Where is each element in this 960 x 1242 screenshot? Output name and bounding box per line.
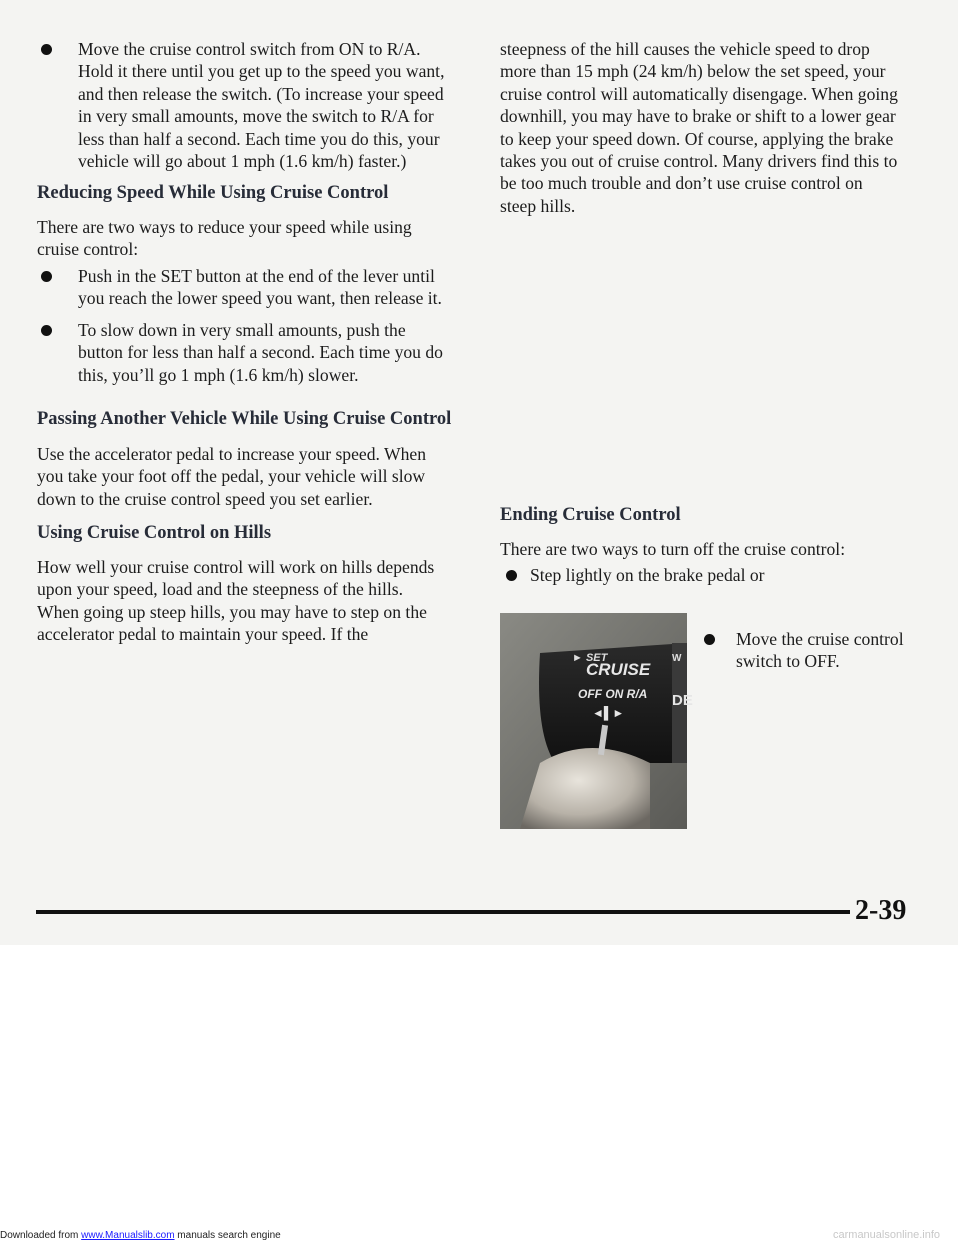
text-line: Push in the SET button at the end of the lever until [78,266,435,286]
manualslib-link[interactable]: www.Manualslib.com [81,1230,175,1241]
arrows-label: ◄▌► [592,706,625,720]
edge-de-label: DE [672,692,693,709]
edge-w-label: W [672,653,682,664]
bullet-dot [41,271,52,282]
bullet-dot [506,570,517,581]
text-line: Use the accelerator pedal to increase your speed. When [37,444,426,464]
paragraph-reducing-speed [37,216,477,261]
footer-suffix: manuals search engine [174,1230,281,1241]
cruise-switch-illustration [500,613,693,829]
download-footer [0,1230,281,1241]
text-line: button for less than half a second. Each time you do [78,342,443,363]
paragraph-ending: There are two ways to turn off the cruise control: [500,539,846,559]
text-line: in very small amounts, move the switch to R/A for [78,106,434,127]
modes-label: OFF ON R/A [578,687,648,701]
heading-hills: Using Cruise Control on Hills [37,523,272,543]
cruise-label: CRUISE [586,660,651,679]
bullet-dot [704,634,715,645]
text-line: you take your foot off the pedal, your vehicle will slow [37,466,426,487]
text-line: takes you out of cruise control. Many drivers find this to [500,151,898,172]
text-line: cruise control will automatically disengage. When going [500,83,898,104]
text-line: steepness of the hill causes the vehicle speed to drop [500,39,870,59]
page-number: 2-39 [855,895,907,926]
bullet-slow-down [78,319,478,386]
text-line: accelerator pedal to maintain your speed. If the [37,624,369,645]
footer-brand-watermark: carmanualsonline.info [833,1229,941,1241]
bullet-brake-pedal: Step lightly on the brake pedal or [530,565,765,585]
text-line: Move the cruise control switch from ON to R/A. [78,39,421,59]
text-line: this, you’ll go 1 mph (1.6 km/h) slower. [78,364,359,385]
text-line: vehicle will go about 1 mph (1.6 km/h) faster.) [78,151,407,172]
text-line: switch to OFF. [736,651,840,672]
text-line: There are two ways to reduce your speed while using [37,217,412,237]
text-line: be too much trouble and don’t use cruise control on [500,173,863,194]
bullet-move-to-ra [78,38,478,172]
text-line: Move the cruise control [736,629,904,649]
text-line: upon your speed, load and the steepness of the hills. [37,579,403,600]
paragraph-passing [37,443,477,510]
text-line: How well your cruise control will work on hills depends [37,557,435,577]
text-line: steep hills. [500,195,576,216]
text-line: downhill, you may have to brake or shift to a lower gear [500,106,896,127]
heading-ending: Ending Cruise Control [500,505,681,525]
heading-passing: Passing Another Vehicle While Using Cruise Control [37,409,452,429]
footer-prefix: Downloaded from [0,1230,82,1241]
text-line: When going up steep hills, you may have to step on the [37,601,427,622]
set-label: ► SET [572,652,608,664]
footer-rule [36,910,850,914]
bullet-push-set [78,265,478,310]
text-line: To slow down in very small amounts, push the [78,320,406,340]
text-line: you reach the lower speed you want, then release it. [78,288,442,309]
bullet-dot [41,44,52,55]
bullet-switch-off [736,628,936,673]
text-line: less than half a second. Each time you do this, your [78,128,440,149]
paragraph-hills [37,556,477,646]
text-line: cruise control: [37,239,139,260]
text-line: Hold it there until you get up to the speed you want, [78,61,445,82]
paragraph-hills-continued [500,38,940,217]
heading-reducing-speed: Reducing Speed While Using Cruise Control [37,183,389,203]
bullet-dot [41,325,52,336]
text-line: down to the cruise control speed you set earlier. [37,488,373,509]
text-line: more than 15 mph (24 km/h) below the set speed, your [500,61,886,82]
text-line: and then release the switch. (To increase your speed [78,83,444,104]
text-line: to keep your speed down. Of course, applying the brake [500,128,894,149]
cruise-switch-photo [500,613,693,829]
